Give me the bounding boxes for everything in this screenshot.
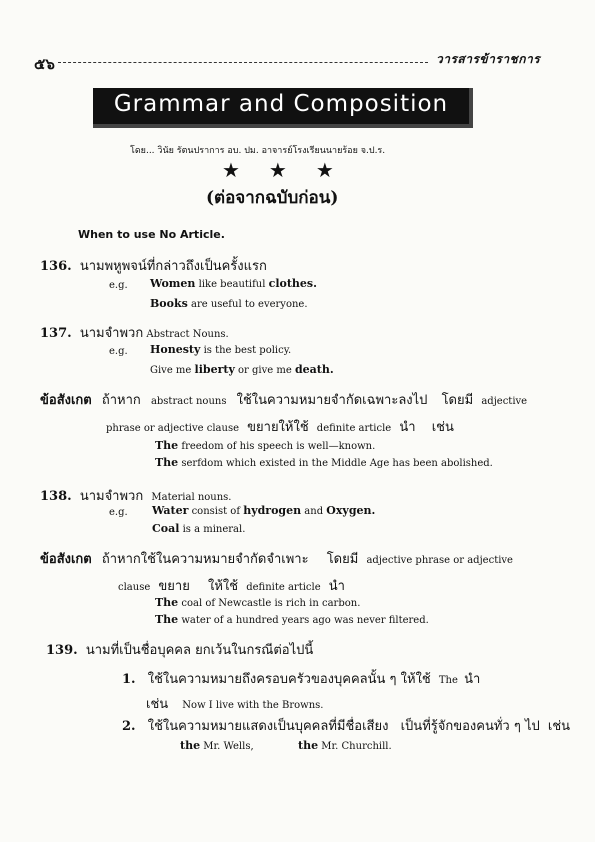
example-line [180, 739, 254, 752]
example-line [150, 297, 308, 310]
header-rule [58, 62, 428, 63]
rule-number: 139. [46, 643, 78, 658]
example-keyword: The [155, 596, 179, 609]
example-line [155, 596, 360, 609]
rule-136 [40, 255, 267, 276]
note-2-line-1 [40, 548, 513, 569]
example-keyword: Honesty [150, 343, 201, 356]
eg-label: e.g. [109, 346, 128, 357]
example-keyword: Books [150, 297, 188, 310]
note-text: โดยมี [326, 552, 359, 567]
note-text: นำ [399, 420, 416, 435]
example-line [155, 613, 429, 626]
example-text: freedom of his speech is well—known. [178, 441, 376, 452]
example-keyword: The [155, 439, 179, 452]
page-title: Grammar and Composition [113, 91, 449, 117]
example-text: is the best policy. [200, 345, 292, 356]
example-text: Mr. Wells, [200, 741, 254, 752]
rule-title: นามที่เป็นชื่อบุคคล ยกเว้นในกรณีต่อไปนี้ [85, 643, 314, 658]
example-text: are useful to everyone. [187, 299, 308, 310]
example-line [150, 363, 334, 376]
example-text: consist of [188, 506, 244, 517]
note-1-line-2 [106, 416, 454, 437]
example-line [155, 439, 375, 452]
example-keyword: clothes. [268, 277, 317, 290]
title-banner [93, 88, 473, 128]
note-label: ข้อสังเกต [40, 393, 92, 408]
item-text: ใช้ในความหมายถึงครอบครัวของบุคคลนั้น ๆ ให้ใช้ [147, 672, 431, 687]
note-text: นำ [328, 579, 345, 594]
rule-title: นามพหูพจน์ที่กล่าวถึงเป็นครั้งแรก [79, 259, 267, 274]
example-text: coal of Newcastle is rich in carbon. [178, 598, 361, 609]
note-1-line-1 [40, 389, 527, 410]
rule-title-en: Material nouns. [151, 492, 232, 503]
note-text: adjective [481, 396, 528, 407]
note-text: ให้ใช้ [207, 579, 239, 594]
rule-139-item-1-example [146, 693, 324, 714]
note-text: definite article [316, 423, 392, 434]
note-text: เช่น [431, 420, 454, 435]
note-text: adjective phrase or adjective [366, 555, 513, 566]
example-line [155, 456, 493, 469]
example-text: and [301, 506, 327, 517]
item-text: เป็นที่รู้จักของคนทั่ว ๆ ไป [400, 719, 540, 734]
rule-number: 137. [40, 326, 72, 341]
example-text: Now I live with the Browns. [182, 700, 324, 711]
example-line [150, 343, 291, 356]
note-text: โดยมี [441, 393, 474, 408]
note-text: definite article [246, 582, 321, 593]
example-keyword: liberty [194, 363, 235, 376]
rule-139-item-1 [122, 668, 480, 689]
item-text: The [438, 675, 458, 686]
example-text: water of a hundred years ago was never filtered. [178, 615, 429, 626]
example-keyword: the [298, 739, 319, 752]
example-line [152, 504, 375, 517]
page-number: ๕๖ [34, 55, 55, 73]
note-text: ถ้าหาก [101, 393, 141, 408]
rule-number: 136. [40, 259, 72, 274]
example-text: or give me [234, 365, 295, 376]
rule-number: 138. [40, 489, 72, 504]
note-text: clause [118, 582, 151, 593]
note-text: ขยาย [158, 579, 190, 594]
example-text: is a mineral. [179, 524, 246, 535]
example-text: Mr. Churchill. [318, 741, 392, 752]
rule-title: นามจำพวก [79, 489, 144, 504]
item-text: นำ [464, 672, 481, 687]
rule-139 [46, 639, 313, 660]
example-keyword: the [180, 739, 201, 752]
rule-138 [40, 485, 231, 506]
star-divider: ★★★ [222, 158, 363, 182]
item-text: ใช้ในความหมายแสดงเป็นบุคคลที่มีชื่อเสียง [147, 719, 389, 734]
author-byline: โดย... วินัย รัตนปราการ อบ. ปม. อาจารย์โรงเรียนนายร้อย จ.ป.ร. [130, 146, 386, 156]
example-keyword: Water [152, 504, 189, 517]
example-keyword: Coal [152, 522, 180, 535]
eg-label: e.g. [109, 280, 128, 291]
note-label: ข้อสังเกต [40, 552, 92, 567]
section-heading: When to use No Article. [78, 228, 225, 241]
rule-137 [40, 322, 229, 343]
example-keyword: The [155, 613, 179, 626]
item-number: 2. [122, 719, 136, 734]
rule-title-en: Abstract Nouns. [143, 329, 229, 340]
item-text: เช่น [547, 719, 571, 734]
example-keyword: Oxygen. [326, 504, 376, 517]
example-keyword: Women [150, 277, 196, 290]
note-text: abstract nouns [150, 396, 227, 407]
rule-139-item-2 [122, 715, 570, 736]
note-text: ถ้าหากใช้ในความหมายจำกัดจำเพาะ [101, 552, 309, 567]
example-line [150, 277, 317, 290]
note-2-line-2 [118, 575, 345, 596]
example-text: serfdom which existed in the Middle Age has been abolished. [178, 458, 493, 469]
note-text: ขยายให้ใช้ [247, 420, 309, 435]
rule-title: นามจำพวก [79, 326, 144, 341]
example-text: like beautiful [195, 279, 269, 290]
example-keyword: hydrogen [243, 504, 302, 517]
example-keyword: The [155, 456, 179, 469]
note-text: ใช้ในความหมายจำกัดเฉพาะลงไป [236, 393, 428, 408]
example-line [298, 739, 392, 752]
example-text: Give me [150, 365, 195, 376]
journal-name: วารสารข้าราชการ [436, 52, 541, 66]
eg-label: e.g. [109, 507, 128, 518]
note-text: phrase or adjective clause [106, 423, 239, 434]
example-keyword: death. [294, 363, 334, 376]
example-text: เช่น [146, 697, 169, 712]
item-number: 1. [122, 672, 136, 687]
example-line [152, 522, 245, 535]
continued-note: (ต่อจากฉบับก่อน) [206, 188, 339, 208]
